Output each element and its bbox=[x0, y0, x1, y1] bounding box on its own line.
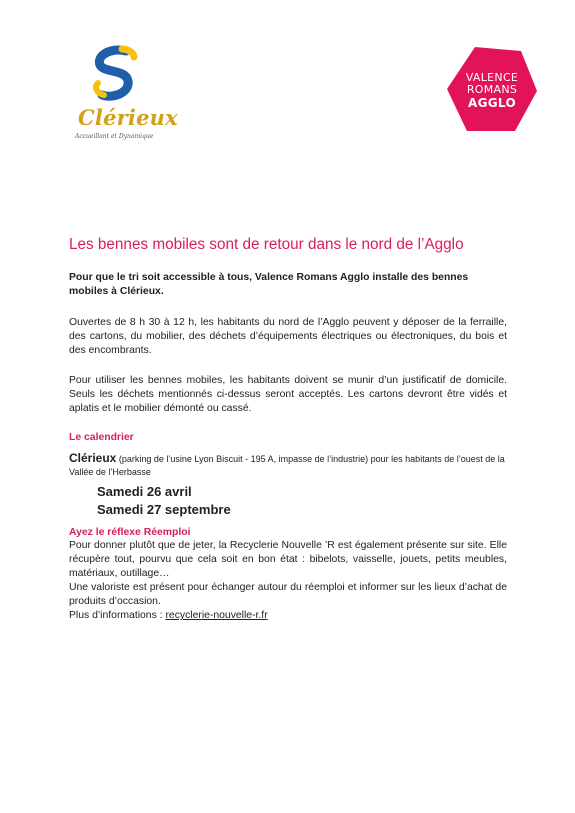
valence-romans-agglo-logo bbox=[445, 45, 539, 135]
calendar-date: Samedi 26 avril bbox=[97, 484, 192, 499]
calendar-heading: Le calendrier bbox=[69, 432, 134, 443]
more-info-line bbox=[69, 609, 507, 623]
clerieux-logo-name: Clérieux bbox=[78, 105, 178, 130]
calendar-date: Samedi 27 septembre bbox=[97, 502, 231, 517]
recyclerie-link[interactable]: recyclerie-nouvelle-r.fr bbox=[165, 610, 268, 621]
clerieux-swirl-icon bbox=[82, 45, 142, 105]
calendar-location bbox=[69, 452, 507, 479]
more-info-label: Plus d’informations : bbox=[69, 610, 166, 621]
agglo-logo-line1: VALENCE bbox=[465, 71, 519, 84]
reuse-text bbox=[69, 539, 507, 623]
calendar-place: Clérieux bbox=[69, 451, 117, 465]
agglo-logo-line2: ROMANS bbox=[466, 83, 518, 96]
paragraph-opening-hours: Ouvertes de 8 h 30 à 12 h, les habitants du nord de l’Agglo peuvent y déposer de la ferraille, des cartons, du mobilier, des déchets d’équipements électriques ou électroniques, du bois et des encombrants. bbox=[69, 317, 507, 356]
agglo-logo-line3: AGGLO bbox=[468, 96, 516, 110]
calendar-place-detail: (parking de l’usine Lyon Biscuit - 195 A, impasse de l’industrie) pour les habitants de l’ouest de la Vallée de l’Herbasse bbox=[69, 454, 505, 477]
reuse-heading: Ayez le réflexe Réemploi bbox=[69, 527, 191, 538]
article-lead: Pour que le tri soit accessible à tous, Valence Romans Agglo installe des bennes mobiles à Clérieux. bbox=[69, 272, 469, 297]
reuse-paragraph-2: Une valoriste est présent pour échanger autour du réemploi et informer sur les lieux d’achat de produits d’occasion. bbox=[69, 582, 507, 607]
clerieux-logo-tagline: Accueillant et Dynamique bbox=[75, 133, 154, 140]
reuse-paragraph-1: Pour donner plutôt que de jeter, la Recyclerie Nouvelle ’R est également présente sur site. Elle récupère tout, pourvu que cela soit en bon état : bibelots, vaisselle, jouets, petits meubles, matériaux, outillage… bbox=[69, 540, 507, 579]
calendar-dates bbox=[97, 483, 507, 519]
article bbox=[69, 236, 507, 623]
article-title: Les bennes mobiles sont de retour dans le nord de l’Agglo bbox=[69, 236, 464, 253]
paragraph-requirements: Pour utiliser les bennes mobiles, les habitants doivent se munir d’un justificatif de domicile. Seuls les déchets mentionnés ci-dessus seront acceptés. Les cartons devront être vidés et aplatis et le mobilier démonté ou cassé. bbox=[69, 375, 507, 414]
clerieux-logo bbox=[70, 45, 178, 145]
